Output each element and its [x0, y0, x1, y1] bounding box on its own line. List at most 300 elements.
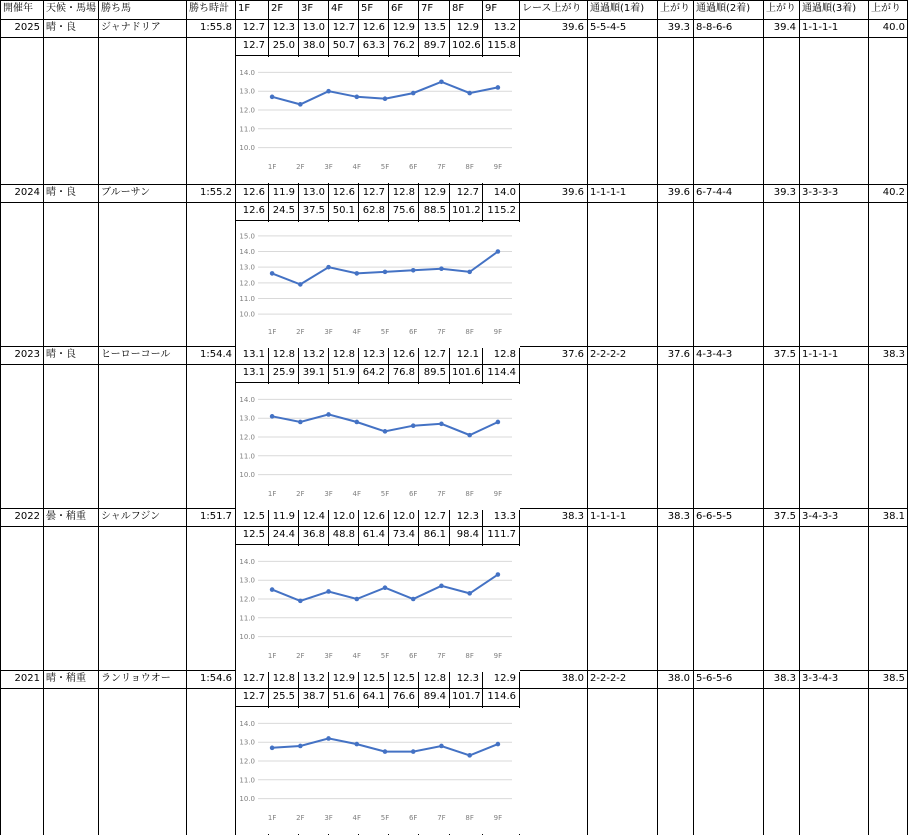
lap-time-point — [354, 597, 359, 602]
cell-lap-1f[interactable]: 13.1 — [242, 349, 265, 360]
cell-cumulative-2f[interactable]: 25.0 — [272, 40, 295, 51]
lap-time-point — [411, 423, 416, 428]
cell-lap-8f[interactable]: 12.3 — [456, 511, 479, 522]
lap-time-point — [326, 89, 331, 94]
gridline-horizontal — [0, 0, 908, 1]
lap-time-point — [298, 102, 303, 107]
x-tick-label: 6F — [408, 652, 418, 660]
cell-lap-9f[interactable]: 13.2 — [493, 22, 516, 33]
gridline-vertical — [98, 0, 99, 835]
gridline-horizontal — [0, 19, 908, 20]
cell-year[interactable]: 2022 — [14, 511, 40, 522]
cell-cumulative-1f[interactable]: 12.7 — [242, 691, 265, 702]
cell-lap-6f[interactable]: 12.9 — [392, 22, 415, 33]
cell-lap-2f[interactable]: 12.8 — [272, 673, 295, 684]
cell-pass3[interactable]: 1-1-1-1 — [802, 22, 839, 33]
cell-lap-3f[interactable]: 13.0 — [302, 22, 325, 33]
cell-lap-4f[interactable]: 12.9 — [332, 673, 355, 684]
gridline-horizontal — [0, 364, 908, 365]
lap-time-point — [383, 429, 388, 434]
cell-lap-1f[interactable]: 12.6 — [242, 187, 265, 198]
cell-condition[interactable]: 晴・良 — [46, 22, 76, 33]
cell-cumulative-7f[interactable]: 89.4 — [423, 691, 446, 702]
cell-last1[interactable]: 38.0 — [667, 673, 690, 684]
cell-last3[interactable]: 38.5 — [882, 673, 905, 684]
y-tick-label: 10.0 — [239, 310, 255, 319]
cell-last1[interactable]: 39.6 — [667, 187, 690, 198]
lap-time-point — [270, 746, 275, 751]
cell-cumulative-8f[interactable]: 98.4 — [456, 529, 479, 540]
lap-time-point — [467, 753, 472, 758]
lap-time-point — [326, 589, 331, 594]
lap-time-point — [270, 587, 275, 592]
cell-race-last[interactable]: 39.6 — [561, 22, 584, 33]
cell-lap-7f[interactable]: 12.9 — [423, 187, 446, 198]
y-tick-label: 12.0 — [239, 106, 255, 115]
cell-last2[interactable]: 39.3 — [773, 187, 796, 198]
header-cell-pass3[interactable]: 通過順(3着) — [802, 3, 857, 14]
y-tick-label: 13.0 — [239, 414, 255, 423]
y-tick-label: 11.0 — [239, 295, 255, 303]
cell-last2[interactable]: 38.3 — [773, 673, 796, 684]
cell-lap-9f[interactable]: 13.3 — [493, 511, 516, 522]
lap-chart[interactable] — [236, 384, 520, 510]
cell-cumulative-2f[interactable]: 25.9 — [272, 367, 295, 378]
cell-cumulative-3f[interactable]: 37.5 — [302, 205, 325, 216]
cell-last2[interactable]: 37.5 — [773, 349, 796, 360]
header-cell-lap-5f[interactable]: 5F — [361, 3, 374, 14]
lap-time-point — [496, 572, 501, 577]
cell-year[interactable]: 2025 — [14, 22, 40, 33]
lap-chart[interactable] — [236, 708, 520, 834]
lap-time-point — [411, 91, 416, 96]
cell-cumulative-6f[interactable]: 76.2 — [392, 40, 415, 51]
y-tick-label: 14.0 — [239, 719, 255, 728]
x-tick-label: 9F — [493, 814, 503, 822]
header-cell-lap-8f[interactable]: 8F — [452, 3, 465, 14]
x-tick-label: 5F — [380, 163, 390, 171]
x-tick-label: 1F — [267, 652, 277, 660]
cell-winner[interactable]: ブルーサン — [101, 187, 151, 198]
lap-time-point — [467, 591, 472, 596]
cell-lap-6f[interactable]: 12.6 — [392, 349, 415, 360]
x-tick-label: 1F — [267, 328, 277, 336]
cell-pass1[interactable]: 2-2-2-2 — [590, 349, 627, 360]
x-tick-label: 8F — [465, 652, 474, 660]
gridline-vertical — [186, 0, 187, 835]
cell-cumulative-2f[interactable]: 24.4 — [272, 529, 295, 540]
cell-cumulative-4f[interactable]: 51.6 — [332, 691, 355, 702]
y-tick-label: 14.0 — [239, 557, 255, 566]
cell-cumulative-3f[interactable]: 38.7 — [302, 691, 325, 702]
cell-pass1[interactable]: 5-5-4-5 — [590, 22, 627, 33]
y-tick-label: 10.0 — [239, 633, 255, 642]
cell-cumulative-3f[interactable]: 36.8 — [302, 529, 325, 540]
cell-pass2[interactable]: 6-6-5-5 — [696, 511, 733, 522]
x-tick-label: 1F — [267, 163, 277, 171]
cell-last1[interactable]: 37.6 — [667, 349, 690, 360]
lap-time-point — [383, 270, 388, 275]
y-tick-label: 12.0 — [239, 595, 255, 604]
gridline-vertical — [763, 0, 764, 835]
x-tick-label: 9F — [493, 328, 503, 336]
header-cell-pass1[interactable]: 通過順(1着) — [590, 3, 645, 14]
lap-time-point — [326, 412, 331, 417]
gridline-vertical — [693, 0, 694, 835]
cell-lap-9f[interactable]: 12.8 — [493, 349, 516, 360]
lap-time-series-line — [272, 252, 498, 285]
x-tick-label: 4F — [352, 814, 362, 822]
x-tick-label: 1F — [267, 814, 277, 822]
cell-cumulative-8f[interactable]: 102.6 — [452, 40, 481, 51]
x-tick-label: 2F — [296, 163, 305, 171]
gridline-horizontal — [0, 202, 908, 203]
x-tick-label: 7F — [437, 814, 446, 822]
cell-cumulative-2f[interactable]: 24.5 — [272, 205, 295, 216]
cell-winner[interactable]: ヒーローコール — [101, 349, 171, 360]
gridline-vertical — [657, 0, 658, 835]
cell-cumulative-7f[interactable]: 86.1 — [423, 529, 446, 540]
cell-pass3[interactable]: 3-4-3-3 — [802, 511, 839, 522]
cell-last1[interactable]: 38.3 — [667, 511, 690, 522]
lap-time-point — [383, 96, 388, 101]
gridline-horizontal — [235, 544, 519, 545]
x-tick-label: 5F — [380, 328, 390, 336]
cell-lap-2f[interactable]: 11.9 — [272, 511, 295, 522]
cell-cumulative-1f[interactable]: 12.5 — [242, 529, 265, 540]
cell-race-last[interactable]: 39.6 — [561, 187, 584, 198]
cell-lap-5f[interactable]: 12.6 — [362, 511, 385, 522]
cell-lap-8f[interactable]: 12.1 — [456, 349, 479, 360]
cell-lap-4f[interactable]: 12.6 — [332, 187, 355, 198]
cell-lap-2f[interactable]: 12.3 — [272, 22, 295, 33]
cell-lap-6f[interactable]: 12.8 — [392, 187, 415, 198]
lap-time-point — [298, 420, 303, 425]
cell-lap-3f[interactable]: 13.0 — [302, 187, 325, 198]
lap-time-point — [326, 265, 331, 270]
gridline-vertical — [799, 0, 800, 835]
cell-lap-5f[interactable]: 12.7 — [362, 187, 385, 198]
lap-chart-plot — [236, 57, 520, 183]
x-tick-label: 9F — [493, 490, 503, 498]
cell-lap-8f[interactable]: 12.3 — [456, 673, 479, 684]
cell-cumulative-9f[interactable]: 115.8 — [487, 40, 516, 51]
cell-lap-3f[interactable]: 13.2 — [302, 349, 325, 360]
cell-cumulative-9f[interactable]: 114.4 — [487, 367, 516, 378]
x-tick-label: 8F — [465, 490, 474, 498]
cell-cumulative-1f[interactable]: 13.1 — [242, 367, 265, 378]
header-cell-lap-2f[interactable]: 2F — [271, 3, 284, 14]
y-tick-label: 10.0 — [239, 471, 255, 480]
y-tick-label: 14.0 — [239, 395, 255, 404]
cell-lap-9f[interactable]: 12.9 — [493, 673, 516, 684]
cell-cumulative-4f[interactable]: 48.8 — [332, 529, 355, 540]
cell-cumulative-1f[interactable]: 12.7 — [242, 40, 265, 51]
lap-time-point — [270, 95, 275, 100]
cell-last2[interactable]: 37.5 — [773, 511, 796, 522]
cell-lap-7f[interactable]: 12.7 — [423, 349, 446, 360]
header-cell-year[interactable]: 開催年 — [3, 3, 33, 14]
y-tick-label: 12.0 — [239, 279, 255, 288]
lap-time-point — [467, 433, 472, 438]
y-tick-label: 12.0 — [239, 433, 255, 442]
y-tick-label: 13.0 — [239, 738, 255, 747]
header-cell-winner[interactable]: 勝ち馬 — [101, 3, 131, 14]
x-tick-label: 7F — [437, 163, 446, 171]
cell-lap-1f[interactable]: 12.7 — [242, 22, 265, 33]
lap-time-point — [354, 742, 359, 747]
cell-lap-3f[interactable]: 12.4 — [302, 511, 325, 522]
cell-last2[interactable]: 39.4 — [773, 22, 796, 33]
gridline-vertical — [43, 0, 44, 835]
y-tick-label: 15.0 — [239, 232, 255, 241]
x-tick-label: 3F — [324, 652, 333, 660]
cell-time[interactable]: 1:55.2 — [200, 187, 232, 198]
x-tick-label: 3F — [324, 328, 333, 336]
cell-cumulative-7f[interactable]: 89.7 — [423, 40, 446, 51]
x-tick-label: 2F — [296, 814, 305, 822]
cell-cumulative-6f[interactable]: 76.8 — [392, 367, 415, 378]
x-tick-label: 2F — [296, 328, 305, 336]
cell-lap-5f[interactable]: 12.3 — [362, 349, 385, 360]
header-cell-last2[interactable]: 上がり — [766, 3, 796, 14]
cell-last3[interactable]: 40.2 — [882, 187, 905, 198]
cell-cumulative-5f[interactable]: 64.1 — [362, 691, 385, 702]
cell-cumulative-6f[interactable]: 73.4 — [392, 529, 415, 540]
lap-time-point — [383, 749, 388, 754]
y-tick-label: 13.0 — [239, 87, 255, 96]
cell-last3[interactable]: 38.1 — [882, 511, 905, 522]
cell-pass3[interactable]: 3-3-3-3 — [802, 187, 839, 198]
lap-time-point — [467, 91, 472, 96]
cell-cumulative-5f[interactable]: 61.4 — [362, 529, 385, 540]
header-cell-time[interactable]: 勝ち時計 — [189, 3, 229, 14]
cell-time[interactable]: 1:54.4 — [200, 349, 232, 360]
header-cell-pass2[interactable]: 通過順(2着) — [696, 3, 751, 14]
cell-condition[interactable]: 晴・良 — [46, 349, 76, 360]
x-tick-label: 8F — [465, 163, 474, 171]
header-cell-last3[interactable]: 上がり — [871, 3, 901, 14]
gridline-vertical — [868, 0, 869, 835]
cell-pass2[interactable]: 4-3-4-3 — [696, 349, 733, 360]
cell-last3[interactable]: 40.0 — [882, 22, 905, 33]
lap-time-point — [496, 742, 501, 747]
x-tick-label: 5F — [380, 652, 390, 660]
y-tick-label: 11.0 — [239, 452, 255, 461]
lap-time-point — [326, 736, 331, 741]
y-tick-label: 10.0 — [239, 144, 255, 153]
cell-cumulative-6f[interactable]: 76.6 — [392, 691, 415, 702]
y-tick-label: 11.0 — [239, 125, 255, 134]
y-tick-label: 13.0 — [239, 263, 255, 272]
cell-winner[interactable]: シャルフジン — [101, 511, 161, 522]
cell-lap-4f[interactable]: 12.7 — [332, 22, 355, 33]
x-tick-label: 4F — [352, 652, 362, 660]
header-cell-lap-1f[interactable]: 1F — [238, 3, 251, 14]
gridline-horizontal — [0, 688, 908, 689]
lap-time-point — [298, 282, 303, 287]
cell-cumulative-8f[interactable]: 101.2 — [452, 205, 481, 216]
cell-winner[interactable]: ランリョウオー — [101, 673, 171, 684]
cell-lap-7f[interactable]: 12.8 — [423, 673, 446, 684]
x-tick-label: 2F — [296, 652, 305, 660]
lap-time-point — [496, 85, 501, 90]
cell-lap-8f[interactable]: 12.9 — [456, 22, 479, 33]
header-cell-lap-7f[interactable]: 7F — [421, 3, 434, 14]
lap-time-point — [467, 270, 472, 275]
gridline-vertical — [587, 0, 588, 835]
x-tick-label: 5F — [380, 490, 390, 498]
cell-cumulative-8f[interactable]: 101.7 — [452, 691, 481, 702]
lap-chart[interactable] — [236, 546, 520, 672]
cell-lap-2f[interactable]: 12.8 — [272, 349, 295, 360]
cell-lap-1f[interactable]: 12.7 — [242, 673, 265, 684]
cell-cumulative-3f[interactable]: 39.1 — [302, 367, 325, 378]
gridline-horizontal — [235, 55, 519, 56]
x-tick-label: 6F — [408, 328, 418, 336]
lap-time-point — [439, 422, 444, 427]
lap-time-point — [411, 597, 416, 602]
lap-chart-plot — [236, 708, 520, 834]
cell-cumulative-4f[interactable]: 51.9 — [332, 367, 355, 378]
lap-chart-plot — [236, 384, 520, 510]
header-cell-lap-6f[interactable]: 6F — [391, 3, 404, 14]
cell-time[interactable]: 1:55.8 — [200, 22, 232, 33]
cell-race-last[interactable]: 38.3 — [561, 511, 584, 522]
cell-lap-3f[interactable]: 13.2 — [302, 673, 325, 684]
cell-cumulative-5f[interactable]: 62.8 — [362, 205, 385, 216]
lap-time-point — [383, 585, 388, 590]
cell-year[interactable]: 2024 — [14, 187, 40, 198]
x-tick-label: 8F — [465, 328, 474, 336]
cell-last1[interactable]: 39.3 — [667, 22, 690, 33]
y-tick-label: 11.0 — [239, 614, 255, 623]
cell-pass2[interactable]: 6-7-4-4 — [696, 187, 733, 198]
gridline-horizontal — [0, 184, 908, 185]
y-tick-label: 13.0 — [239, 576, 255, 585]
cell-lap-9f[interactable]: 14.0 — [493, 187, 516, 198]
gridline-horizontal — [0, 37, 908, 38]
cell-year[interactable]: 2023 — [14, 349, 40, 360]
cell-cumulative-6f[interactable]: 75.6 — [392, 205, 415, 216]
lap-chart[interactable] — [236, 57, 520, 183]
cell-cumulative-7f[interactable]: 88.5 — [423, 205, 446, 216]
cell-cumulative-9f[interactable]: 115.2 — [487, 205, 516, 216]
header-cell-lap-9f[interactable]: 9F — [485, 3, 498, 14]
cell-cumulative-7f[interactable]: 89.5 — [423, 367, 446, 378]
cell-condition[interactable]: 晴・良 — [46, 187, 76, 198]
lap-time-point — [496, 249, 501, 254]
cell-pass1[interactable]: 1-1-1-1 — [590, 511, 627, 522]
lap-time-point — [298, 599, 303, 604]
cell-condition[interactable]: 曇・稍重 — [46, 511, 86, 522]
cell-cumulative-3f[interactable]: 38.0 — [302, 40, 325, 51]
header-cell-lap-4f[interactable]: 4F — [331, 3, 344, 14]
cell-lap-1f[interactable]: 12.5 — [242, 511, 265, 522]
y-tick-label: 14.0 — [239, 248, 255, 256]
x-tick-label: 9F — [493, 652, 503, 660]
lap-time-point — [270, 414, 275, 419]
cell-cumulative-5f[interactable]: 63.3 — [362, 40, 385, 51]
header-cell-condition[interactable]: 天候・馬場 — [46, 3, 96, 14]
cell-race-last[interactable]: 38.0 — [561, 673, 584, 684]
y-tick-label: 14.0 — [239, 68, 255, 77]
cell-time[interactable]: 1:51.7 — [200, 511, 232, 522]
y-tick-label: 10.0 — [239, 795, 255, 804]
x-tick-label: 4F — [352, 163, 362, 171]
x-tick-label: 5F — [380, 814, 390, 822]
cell-lap-7f[interactable]: 12.7 — [423, 511, 446, 522]
lap-time-point — [298, 744, 303, 749]
lap-chart[interactable] — [236, 222, 520, 348]
cell-cumulative-5f[interactable]: 64.2 — [362, 367, 385, 378]
cell-lap-6f[interactable]: 12.5 — [392, 673, 415, 684]
lap-time-point — [439, 266, 444, 271]
x-tick-label: 3F — [324, 814, 333, 822]
lap-chart-plot — [236, 546, 520, 672]
cell-cumulative-4f[interactable]: 50.1 — [332, 205, 355, 216]
lap-time-point — [354, 271, 359, 276]
cell-cumulative-4f[interactable]: 50.7 — [332, 40, 355, 51]
lap-time-point — [354, 420, 359, 425]
x-tick-label: 7F — [437, 490, 446, 498]
gridline-horizontal — [0, 526, 908, 527]
cell-cumulative-9f[interactable]: 114.6 — [487, 691, 516, 702]
header-cell-lap-3f[interactable]: 3F — [301, 3, 314, 14]
x-tick-label: 9F — [493, 163, 503, 171]
cell-cumulative-9f[interactable]: 111.7 — [487, 529, 516, 540]
cell-last3[interactable]: 38.3 — [882, 349, 905, 360]
lap-time-point — [439, 744, 444, 749]
cell-lap-4f[interactable]: 12.0 — [332, 511, 355, 522]
cell-time[interactable]: 1:54.6 — [200, 673, 232, 684]
gridline-vertical — [0, 0, 1, 835]
cell-cumulative-2f[interactable]: 25.5 — [272, 691, 295, 702]
lap-time-point — [411, 268, 416, 273]
cell-pass2[interactable]: 8-8-6-6 — [696, 22, 733, 33]
cell-pass1[interactable]: 1-1-1-1 — [590, 187, 627, 198]
cell-cumulative-1f[interactable]: 12.6 — [242, 205, 265, 216]
lap-time-point — [439, 80, 444, 85]
cell-lap-8f[interactable]: 12.7 — [456, 187, 479, 198]
cell-pass1[interactable]: 2-2-2-2 — [590, 673, 627, 684]
cell-winner[interactable]: ジャナドリア — [101, 22, 161, 33]
lap-time-point — [354, 95, 359, 100]
x-tick-label: 2F — [296, 490, 305, 498]
cell-lap-7f[interactable]: 13.5 — [423, 22, 446, 33]
lap-time-point — [496, 420, 501, 425]
cell-pass2[interactable]: 5-6-5-6 — [696, 673, 733, 684]
cell-lap-5f[interactable]: 12.5 — [362, 673, 385, 684]
cell-pass3[interactable]: 1-1-1-1 — [802, 349, 839, 360]
cell-lap-2f[interactable]: 11.9 — [272, 187, 295, 198]
cell-lap-5f[interactable]: 12.6 — [362, 22, 385, 33]
y-tick-label: 12.0 — [239, 757, 255, 766]
lap-time-point — [439, 584, 444, 589]
cell-cumulative-8f[interactable]: 101.6 — [452, 367, 481, 378]
header-cell-last1[interactable]: 上がり — [660, 3, 690, 14]
cell-lap-6f[interactable]: 12.0 — [392, 511, 415, 522]
cell-pass3[interactable]: 3-3-4-3 — [802, 673, 839, 684]
cell-lap-4f[interactable]: 12.8 — [332, 349, 355, 360]
x-tick-label: 4F — [352, 328, 362, 336]
header-cell-race-last[interactable]: レース上がり — [522, 3, 582, 14]
cell-year[interactable]: 2021 — [14, 673, 40, 684]
cell-race-last[interactable]: 37.6 — [561, 349, 584, 360]
gridline-horizontal — [235, 220, 519, 221]
cell-condition[interactable]: 晴・稍重 — [46, 673, 86, 684]
x-tick-label: 7F — [437, 652, 446, 660]
